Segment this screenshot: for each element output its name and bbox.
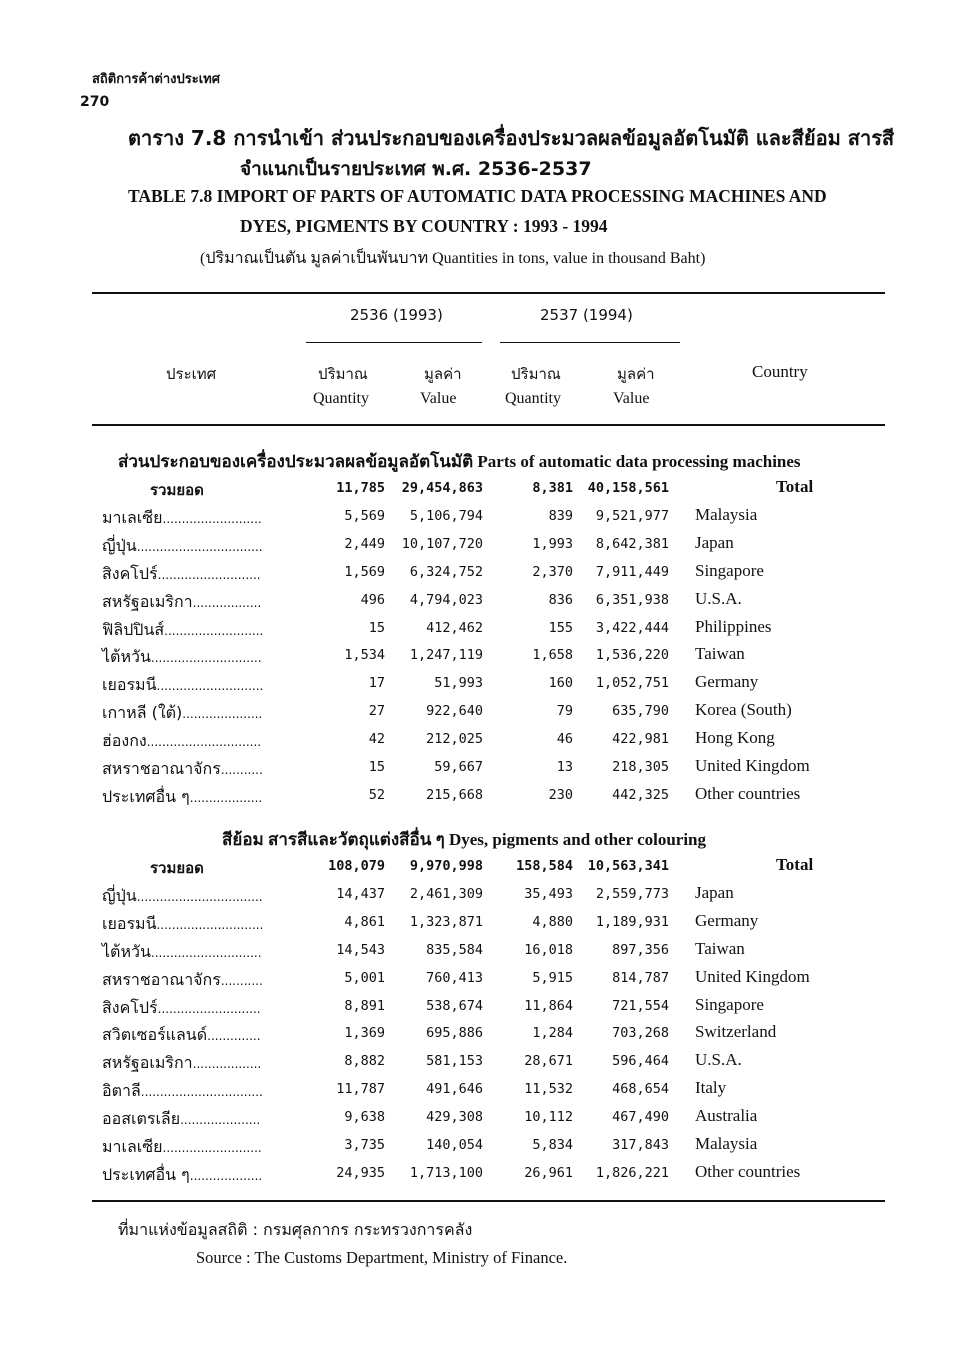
quantity-1994-cell: 11,864 bbox=[524, 997, 573, 1014]
country-thai-text: ฮ่องกง bbox=[102, 731, 147, 751]
value-1994-cell: 814,787 bbox=[612, 969, 669, 986]
value-1993-cell: 51,993 bbox=[434, 675, 483, 692]
value-1993-cell: 2,461,309 bbox=[409, 885, 483, 902]
country-english-cell: Malaysia bbox=[695, 504, 758, 524]
quantity-1994-cell: 10,112 bbox=[524, 1109, 573, 1126]
country-thai-text: ออสเตรเลีย bbox=[102, 1109, 181, 1129]
quantity-1994-cell: 28,671 bbox=[524, 1053, 573, 1070]
total-row bbox=[0, 478, 966, 506]
table-row bbox=[0, 673, 966, 701]
value-1993-cell: 9,970,998 bbox=[409, 858, 483, 874]
country-thai-cell bbox=[102, 1135, 262, 1160]
value-1993-cell: 215,668 bbox=[426, 786, 483, 803]
country-english-cell: United Kingdom bbox=[695, 966, 810, 986]
country-english-cell: Singapore bbox=[695, 994, 764, 1014]
country-english-cell: Taiwan bbox=[695, 644, 745, 664]
quantity-1993-cell: 8,882 bbox=[344, 1053, 385, 1070]
country-thai-cell bbox=[102, 996, 261, 1021]
table-bottom-rule bbox=[92, 1200, 885, 1202]
value-1994-cell: 8,642,381 bbox=[595, 535, 669, 552]
country-thai-cell bbox=[102, 673, 263, 698]
quantity-1994-header: Quantity bbox=[505, 390, 561, 407]
value-1994-cell: 1,536,220 bbox=[595, 647, 669, 664]
country-thai-cell bbox=[102, 534, 263, 559]
leader-dots: .................. bbox=[192, 1057, 262, 1072]
country-english-cell: Australia bbox=[695, 1106, 758, 1126]
country-thai-text: สหราชอาณาจักร bbox=[102, 759, 221, 778]
country-english-cell: United Kingdom bbox=[695, 756, 810, 775]
quantity-1993-cell: 14,437 bbox=[336, 885, 385, 902]
header-bottom-rule bbox=[92, 424, 885, 426]
country-thai-cell bbox=[102, 618, 263, 643]
quantity-1994-cell: 5,834 bbox=[532, 1137, 573, 1153]
country-thai-cell bbox=[102, 562, 261, 587]
country-thai-cell bbox=[150, 478, 204, 502]
table-row bbox=[0, 968, 966, 996]
value-1993-cell: 1,713,100 bbox=[409, 1164, 483, 1181]
value-1993-cell: 140,054 bbox=[426, 1137, 483, 1153]
country-thai-cell bbox=[102, 590, 261, 615]
country-english-cell: Germany bbox=[695, 672, 759, 692]
country-thai-text: รวมยอด bbox=[150, 859, 204, 877]
quantity-1993-cell: 27 bbox=[368, 703, 385, 720]
leader-dots: ........... bbox=[220, 763, 263, 777]
quantity-1993-cell: 42 bbox=[368, 731, 385, 748]
quantity-1994-cell: 1,284 bbox=[532, 1025, 573, 1042]
leader-dots: ........................... bbox=[157, 567, 261, 582]
quantity-1993-cell: 24,935 bbox=[336, 1164, 385, 1181]
quantity-1993-cell: 496 bbox=[360, 591, 385, 608]
country-thai-cell bbox=[102, 729, 261, 754]
country-english-cell: Other countries bbox=[695, 783, 801, 803]
country-thai-header: ประเทศ bbox=[166, 365, 217, 383]
quantity-1994-cell: 13 bbox=[556, 759, 573, 775]
country-thai-text: สหรัฐอเมริกา bbox=[102, 1053, 193, 1073]
leader-dots: ................................. bbox=[136, 539, 263, 554]
quantity-1994-cell: 839 bbox=[548, 507, 573, 524]
country-thai-text: ญี่ปุ่น bbox=[102, 535, 137, 555]
country-english-header: Country bbox=[752, 362, 808, 381]
value-1994-cell: 1,052,751 bbox=[595, 675, 669, 692]
value-1994-cell: 1,189,931 bbox=[595, 913, 669, 930]
table-row bbox=[0, 1051, 966, 1079]
value-1994-cell: 6,351,938 bbox=[595, 591, 669, 608]
table-title-english-line2: DYES, PIGMENTS BY COUNTRY : 1993 - 1994 bbox=[240, 216, 608, 236]
value-1994-cell: 596,464 bbox=[612, 1053, 669, 1070]
table-row bbox=[0, 506, 966, 534]
country-thai-text: สิงคโปร์ bbox=[102, 563, 158, 583]
quantity-1994-cell: 11,532 bbox=[524, 1081, 573, 1098]
value-1993-cell: 6,324,752 bbox=[409, 563, 483, 580]
section-title-dyes: สีย้อม สารสีและวัตถุแต่งสีอื่น ๆ Dyes, pigments and other colouring bbox=[222, 830, 707, 849]
country-english-cell: Italy bbox=[695, 1078, 727, 1098]
country-thai-text: มาเลเซีย bbox=[102, 507, 163, 527]
value-1994-cell: 218,305 bbox=[612, 759, 669, 775]
country-thai-text: ญี่ปุ่น bbox=[102, 885, 137, 905]
value-1993-cell: 581,153 bbox=[426, 1053, 483, 1070]
leader-dots: ..................... bbox=[182, 707, 263, 722]
leader-dots: ................... bbox=[189, 790, 263, 805]
quantity-1994-cell: 35,493 bbox=[524, 885, 573, 902]
value-1994-cell: 9,521,977 bbox=[595, 507, 669, 524]
quantity-1994-cell: 4,880 bbox=[532, 913, 573, 930]
country-english-cell: U.S.A. bbox=[695, 588, 742, 608]
country-thai-cell bbox=[102, 785, 262, 810]
country-thai-cell bbox=[102, 701, 262, 726]
value-1994-cell: 317,843 bbox=[612, 1137, 669, 1153]
leader-dots: .................. bbox=[192, 595, 262, 610]
section-title-parts: ส่วนประกอบของเครื่องประมวลผลข้อมูลอัตโนมัติ Parts of automatic data processing machines bbox=[118, 452, 801, 471]
quantity-1994-cell: 5,915 bbox=[532, 969, 573, 986]
quantity-1994-cell: 158,584 bbox=[516, 858, 573, 874]
country-english-cell: Taiwan bbox=[695, 938, 745, 958]
leader-dots: ........................... bbox=[157, 1001, 261, 1016]
value-1993-cell: 491,646 bbox=[426, 1081, 483, 1098]
value-1994-thai-header: มูลค่า bbox=[617, 365, 655, 383]
leader-dots: .......................... bbox=[162, 511, 262, 526]
quantity-1994-cell: 155 bbox=[548, 619, 573, 636]
table-row bbox=[0, 940, 966, 968]
quantity-1993-cell: 11,787 bbox=[336, 1081, 385, 1098]
value-1993-cell: 4,794,023 bbox=[409, 591, 483, 608]
quantity-1994-cell: 16,018 bbox=[524, 941, 573, 958]
country-thai-text: สิงคโปร์ bbox=[102, 997, 158, 1017]
quantity-1993-thai-header: ปริมาณ bbox=[318, 365, 368, 383]
quantity-1994-cell: 1,658 bbox=[532, 647, 573, 664]
country-english-cell: Japan bbox=[695, 532, 734, 552]
country-thai-cell bbox=[102, 1107, 260, 1132]
quantity-1994-cell: 1,993 bbox=[532, 535, 573, 552]
quantity-1993-cell: 1,369 bbox=[344, 1025, 385, 1042]
value-1994-cell: 468,654 bbox=[612, 1081, 669, 1098]
year-1994-rule bbox=[500, 342, 680, 343]
country-thai-cell bbox=[150, 856, 204, 880]
table-row bbox=[0, 590, 966, 618]
value-1993-cell: 835,584 bbox=[426, 941, 483, 958]
quantity-1993-cell: 15 bbox=[368, 619, 385, 636]
value-1994-cell: 3,422,444 bbox=[595, 619, 669, 636]
table-row bbox=[0, 1163, 966, 1191]
quantity-1993-cell: 5,569 bbox=[344, 507, 385, 524]
value-1993-cell: 429,308 bbox=[426, 1109, 483, 1126]
leader-dots: ............................. bbox=[150, 945, 262, 960]
table-row bbox=[0, 912, 966, 940]
country-thai-cell bbox=[102, 1163, 262, 1188]
country-thai-text: รวมยอด bbox=[150, 481, 204, 499]
country-thai-text: ฟิลิปปินส์ bbox=[102, 619, 165, 639]
country-thai-text: อิตาลี bbox=[102, 1081, 141, 1101]
table-row bbox=[0, 1107, 966, 1135]
leader-dots: .............. bbox=[207, 1029, 261, 1044]
leader-dots: .......................... bbox=[164, 623, 264, 638]
value-1993-cell: 5,106,794 bbox=[409, 507, 483, 524]
country-thai-cell bbox=[102, 757, 263, 782]
table-row bbox=[0, 618, 966, 646]
value-1994-cell: 721,554 bbox=[612, 997, 669, 1014]
country-thai-text: ไต้หวัน bbox=[102, 941, 151, 961]
page-number: 270 bbox=[80, 94, 110, 110]
value-1994-cell: 703,268 bbox=[612, 1025, 669, 1042]
table-row bbox=[0, 1079, 966, 1107]
value-1994-cell: 442,325 bbox=[612, 786, 669, 803]
source-english: Source : The Customs Department, Ministry of Finance. bbox=[196, 1248, 568, 1267]
country-thai-cell bbox=[102, 968, 263, 993]
country-thai-cell bbox=[102, 1079, 263, 1104]
value-1994-cell: 10,563,341 bbox=[587, 858, 669, 874]
leader-dots: ................... bbox=[189, 1168, 263, 1183]
quantity-1994-cell: 2,370 bbox=[532, 563, 573, 580]
quantity-1993-cell: 4,861 bbox=[344, 913, 385, 930]
quantity-1993-cell: 14,543 bbox=[336, 941, 385, 958]
country-thai-text: สวิตเซอร์แลนด์ bbox=[102, 1025, 208, 1045]
quantity-1994-cell: 46 bbox=[556, 731, 573, 748]
quantity-1994-cell: 836 bbox=[548, 591, 573, 608]
value-1993-thai-header: มูลค่า bbox=[424, 365, 462, 383]
country-thai-cell bbox=[102, 1023, 261, 1048]
value-1993-cell: 760,413 bbox=[426, 969, 483, 986]
quantity-1993-cell: 1,569 bbox=[344, 563, 385, 580]
year-1993-header: 2536 (1993) bbox=[350, 306, 443, 324]
leader-dots: ............................ bbox=[156, 679, 264, 694]
value-1994-cell: 467,490 bbox=[612, 1109, 669, 1126]
leader-dots: ............................ bbox=[156, 917, 264, 932]
units-note: (ปริมาณเป็นตัน มูลค่าเป็นพันบาท Quantities in tons, value in thousand Baht) bbox=[200, 250, 706, 267]
country-thai-cell bbox=[102, 506, 262, 531]
quantity-1993-header: Quantity bbox=[313, 390, 369, 407]
quantity-1994-cell: 79 bbox=[556, 703, 573, 720]
country-thai-text: ไต้หวัน bbox=[102, 647, 151, 667]
quantity-1993-cell: 52 bbox=[368, 786, 385, 803]
source-thai: ที่มาแห่งข้อมูลสถิติ : กรมศุลกากร กระทรวงการคลัง bbox=[118, 1220, 473, 1239]
value-1994-header: Value bbox=[613, 390, 650, 407]
table-row bbox=[0, 1023, 966, 1051]
quantity-1994-cell: 8,381 bbox=[532, 480, 573, 496]
value-1994-cell: 7,911,449 bbox=[595, 563, 669, 580]
country-english-cell: Other countries bbox=[695, 1161, 801, 1181]
leader-dots: .......................... bbox=[162, 1141, 262, 1155]
country-thai-text: สหราชอาณาจักร bbox=[102, 969, 221, 989]
table-row bbox=[0, 645, 966, 673]
value-1994-cell: 40,158,561 bbox=[587, 480, 669, 496]
leader-dots: ................................ bbox=[140, 1085, 263, 1100]
quantity-1994-thai-header: ปริมาณ bbox=[511, 365, 561, 383]
value-1993-cell: 1,323,871 bbox=[409, 913, 483, 930]
value-1993-header: Value bbox=[420, 390, 457, 407]
quantity-1993-cell: 108,079 bbox=[328, 858, 385, 874]
running-head: สถิติการค้าต่างประเทศ bbox=[92, 72, 220, 87]
table-row bbox=[0, 729, 966, 757]
table-row bbox=[0, 562, 966, 590]
country-english-cell: U.S.A. bbox=[695, 1050, 742, 1070]
value-1994-cell: 897,356 bbox=[612, 941, 669, 958]
year-1994-header: 2537 (1994) bbox=[540, 306, 633, 324]
country-english-cell: Hong Kong bbox=[695, 728, 775, 748]
table-title-english-line1: TABLE 7.8 IMPORT OF PARTS OF AUTOMATIC DATA PROCESSING MACHINES AND bbox=[128, 186, 827, 206]
country-english-cell: Japan bbox=[695, 882, 734, 902]
country-thai-text: เยอรมนี bbox=[102, 675, 157, 695]
country-english-cell: Singapore bbox=[695, 560, 764, 580]
country-thai-text: สหรัฐอเมริกา bbox=[102, 591, 193, 611]
table-row bbox=[0, 701, 966, 729]
quantity-1993-cell: 3,735 bbox=[344, 1137, 385, 1153]
country-english-cell: Total bbox=[776, 477, 814, 496]
country-english-cell: Switzerland bbox=[695, 1022, 777, 1042]
table-row bbox=[0, 1135, 966, 1163]
table-row bbox=[0, 884, 966, 912]
country-thai-cell bbox=[102, 940, 262, 965]
value-1993-cell: 29,454,863 bbox=[401, 480, 483, 496]
quantity-1993-cell: 2,449 bbox=[344, 535, 385, 552]
country-thai-text: เกาหลี (ใต้) bbox=[102, 703, 183, 723]
country-thai-text: เยอรมนี bbox=[102, 913, 157, 933]
table-row bbox=[0, 996, 966, 1024]
country-thai-text: ประเทศอื่น ๆ bbox=[102, 1164, 190, 1184]
country-english-cell: Germany bbox=[695, 910, 759, 930]
quantity-1994-cell: 160 bbox=[548, 675, 573, 692]
value-1993-cell: 538,674 bbox=[426, 997, 483, 1014]
country-thai-cell bbox=[102, 1051, 261, 1076]
country-english-cell: Malaysia bbox=[695, 1134, 758, 1153]
value-1993-cell: 212,025 bbox=[426, 731, 483, 748]
leader-dots: ........... bbox=[220, 973, 263, 988]
quantity-1993-cell: 5,001 bbox=[344, 969, 385, 986]
quantity-1993-cell: 11,785 bbox=[336, 480, 385, 496]
country-thai-text: มาเลเซีย bbox=[102, 1137, 163, 1156]
leader-dots: ..................... bbox=[180, 1113, 261, 1128]
country-english-cell: Korea (South) bbox=[695, 700, 792, 720]
country-english-cell: Total bbox=[776, 855, 814, 874]
quantity-1994-cell: 26,961 bbox=[524, 1164, 573, 1181]
country-thai-cell bbox=[102, 884, 263, 909]
value-1993-cell: 1,247,119 bbox=[409, 647, 483, 664]
leader-dots: .............................. bbox=[146, 735, 262, 750]
leader-dots: ............................. bbox=[150, 651, 262, 666]
country-english-cell: Philippines bbox=[695, 616, 772, 636]
country-thai-cell bbox=[102, 645, 262, 670]
value-1993-cell: 59,667 bbox=[434, 759, 483, 775]
table-title-thai-line2: จำแนกเป็นรายประเทศ พ.ศ. 2536-2537 bbox=[240, 158, 592, 180]
year-1993-rule bbox=[306, 342, 482, 343]
quantity-1993-cell: 9,638 bbox=[344, 1109, 385, 1126]
quantity-1993-cell: 8,891 bbox=[344, 997, 385, 1014]
value-1994-cell: 2,559,773 bbox=[595, 885, 669, 902]
table-row bbox=[0, 785, 966, 813]
value-1994-cell: 1,826,221 bbox=[595, 1164, 669, 1181]
value-1994-cell: 422,981 bbox=[612, 731, 669, 748]
value-1993-cell: 695,886 bbox=[426, 1025, 483, 1042]
country-thai-cell bbox=[102, 912, 263, 937]
value-1994-cell: 635,790 bbox=[612, 703, 669, 720]
table-row bbox=[0, 534, 966, 562]
quantity-1993-cell: 15 bbox=[368, 759, 385, 775]
leader-dots: ................................. bbox=[136, 889, 263, 904]
total-row bbox=[0, 856, 966, 884]
country-thai-text: ประเทศอื่น ๆ bbox=[102, 786, 190, 806]
value-1993-cell: 922,640 bbox=[426, 703, 483, 720]
table-title-thai-line1: ตาราง 7.8 การนำเข้า ส่วนประกอบของเครื่องประมวลผลข้อมูลอัตโนมัติ และสีย้อม สารสี bbox=[128, 126, 895, 150]
quantity-1993-cell: 1,534 bbox=[344, 647, 385, 664]
quantity-1994-cell: 230 bbox=[548, 786, 573, 803]
quantity-1993-cell: 17 bbox=[368, 675, 385, 692]
value-1993-cell: 10,107,720 bbox=[401, 535, 483, 552]
table-top-rule bbox=[92, 292, 885, 294]
value-1993-cell: 412,462 bbox=[426, 619, 483, 636]
table-row bbox=[0, 757, 966, 785]
